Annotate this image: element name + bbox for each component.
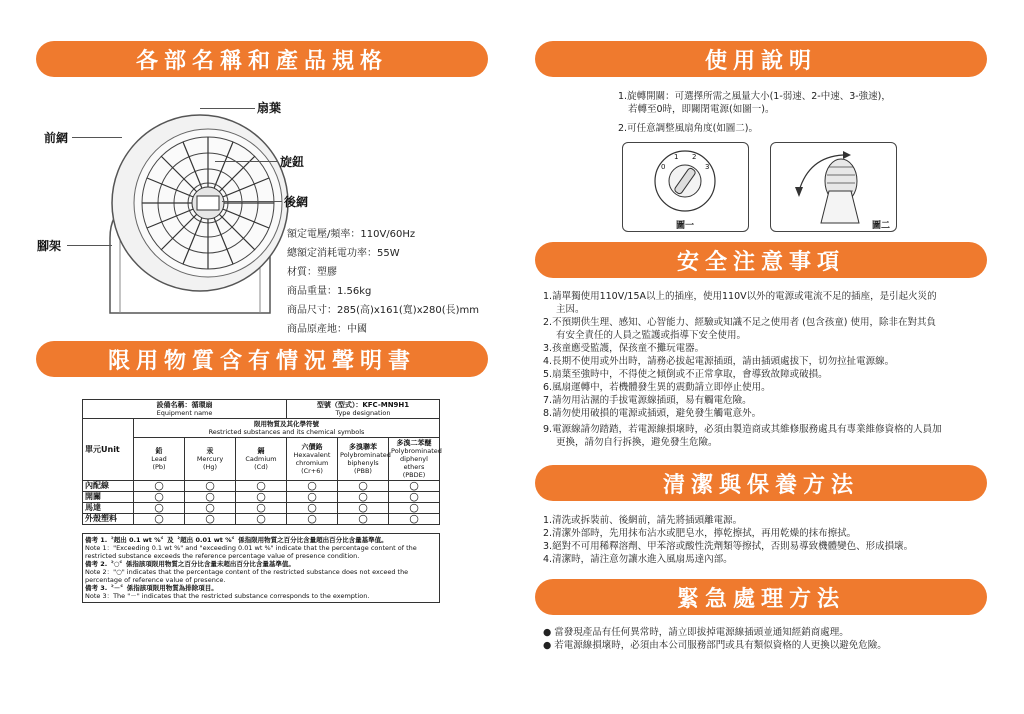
col-lead: 鉛 Lead (Pb)	[134, 438, 185, 481]
usage-line-1: 1.旋轉開關：可選擇所需之風量大小(1-弱速、2-中速、3-強速)，	[618, 91, 891, 102]
dial-2: 2	[692, 153, 697, 161]
clean-line-4: 4.清潔時，請注意勿讓水進入風扇馬達內部。	[543, 554, 733, 565]
leader-knob	[215, 161, 278, 162]
usage-banner: 使用說明	[535, 41, 987, 77]
fan-illustration	[90, 108, 290, 318]
leader-blade	[200, 108, 255, 109]
safety-banner: 安全注意事項	[535, 242, 987, 278]
safety-line-7: 5.扇葉至強時中，不得使之傾倒或不正常拿取，會導致故障或破損。	[543, 369, 828, 380]
label-stand: 腳架	[37, 239, 62, 253]
emergency-banner: 緊急處理方法	[535, 579, 987, 615]
usage-line-2: 若轉至0時，即關閉電源(如圖一)。	[628, 104, 775, 115]
table-row: 開關 ○ ○ ○ ○ ○ ○	[83, 492, 440, 503]
col-hexavalent-chromium: 六價鉻 Hexavalent chromium (Cr+6)	[287, 438, 338, 481]
clean-line-1: 1.清洗或拆裝前、後網前，請先將插頭離電源。	[543, 515, 743, 526]
spec-material: 材質：塑膠	[287, 267, 337, 278]
note-2-zh: 備考 2.〝○〞係指該項限用物質之百分比含量未超出百分比含量基準值。	[85, 560, 295, 568]
leader-front-grill	[72, 137, 122, 138]
emergency-line-1: ● 當發現產品有任何異常時，請立即拔掉電源線插頭並通知經銷商處理。	[543, 627, 849, 638]
col-pbde: 多溴二苯醚 Polybrominated diphenyl ethers (PBDE)	[389, 438, 440, 481]
spec-voltage: 額定電壓/頻率：110V/60Hz	[287, 229, 416, 240]
safety-line-5: 3.孩童應受監護，保孩童不攤玩電器。	[543, 343, 705, 354]
dial-1: 1	[674, 153, 679, 161]
spec-power: 總額定消耗電功率：55W	[287, 248, 400, 259]
type-cell: 型號（型式）：KFC-MN9H1 Type designation	[287, 400, 440, 419]
figure-1-label: 圖一	[676, 221, 695, 231]
dial-0: 0	[661, 163, 666, 171]
table-row: 內配線 ○ ○ ○ ○ ○ ○	[83, 481, 440, 492]
clean-line-3: 3.絕對不可用稀釋溶劑、甲苯溶或酸性洗劑類等擦拭，否則易導致機體變色、形成損壞。	[543, 541, 914, 552]
safety-line-9: 7.請勿用沾濕的手拔電源線插頭，易有觸電危險。	[543, 395, 752, 406]
cleaning-banner: 清潔與保養方法	[535, 465, 987, 501]
restricted-header: 限用物質及其化學符號 Restricted substances and its chemical symbols	[134, 419, 440, 438]
figure-2-label: 圖二	[872, 221, 891, 231]
label-front-grill: 前網	[44, 131, 69, 145]
parts-spec-banner: 各部名稱和產品規格	[36, 41, 488, 77]
safety-line-3: 2.不預期供生理、感知、心智能力、經驗或知識不足之使用者 (包含孩童) 使用，除非在對其負	[543, 317, 937, 328]
restricted-substances-table	[82, 399, 440, 525]
equipment-cell: 設備名稱：循環扇 Equipment name	[83, 400, 287, 419]
clean-line-2: 2.清潔外部時，先用抹布沾水或肥皂水，擰乾擦拭，再用乾燥的抹布擦拭。	[543, 528, 857, 539]
notes-block	[82, 533, 440, 603]
spec-origin: 商品原產地：中國	[287, 324, 367, 335]
safety-line-4: 有安全責任的人員之監護或指導下安全使用。	[556, 330, 747, 341]
safety-line-11: 9.電源線請勿踏踏，若電源線損壞時，必須由製造商或其維修服務處具有專業維修資格的人員加	[543, 424, 942, 435]
safety-line-8: 6.風扇運轉中，若機體發生異的震動請立即停止使用。	[543, 382, 771, 393]
restricted-substances-banner: 限用物質含有情況聲明書	[36, 341, 488, 377]
col-pbb: 多溴聯苯 Polybrominated biphenyls (PBB)	[338, 438, 389, 481]
safety-line-2: 主因。	[556, 304, 585, 315]
label-knob: 旋鈕	[280, 155, 305, 169]
safety-line-10: 8.請勿使用破損的電源或插頭，避免發生觸電意外。	[543, 408, 762, 419]
usage-line-3: 2.可任意調整風扇角度(如圖二)。	[618, 123, 758, 134]
safety-line-6: 4.長期不使用或外出時，請務必拔起電源插頭，請由插頭處拔下，切勿拉扯電源線。	[543, 356, 895, 367]
emergency-line-2: ● 若電源線損壞時，必須由本公司服務部門或具有類似資格的人更換以避免危險。	[543, 640, 887, 651]
label-blade: 扇葉	[257, 101, 282, 115]
label-rear-grill: 後網	[284, 195, 309, 209]
note-1-zh: 備考 1.〝超出 0.1 wt %〞及〝超出 0.01 wt %〞係指限用物質之百分比含量超出百分比含量基準值。	[85, 536, 388, 544]
dial-3: 3	[705, 163, 710, 171]
safety-line-1: 1.請單獨使用110V/15A以上的插座，使用110V以外的電源或電流不足的插座，是引起火災的	[543, 291, 937, 302]
col-mercury: 汞 Mercury (Hg)	[185, 438, 236, 481]
note-3-en: Note 3：The "－" indicates that the restricted substance corresponds to the exemption.	[85, 592, 370, 600]
note-2-en: Note 2："○" indicates that the percentage content of the restricted substance does not exceed the percentage of reference value of presence.	[85, 568, 409, 584]
spec-dimensions: 商品尺寸：285(高)x161(寬)x280(長)mm	[287, 305, 479, 316]
note-3-zh: 備考 3.〝－〞係指該項限用物質為排除項目。	[85, 584, 218, 592]
leader-rear-grill	[222, 201, 282, 202]
table-row: 馬達 ○ ○ ○ ○ ○ ○	[83, 503, 440, 514]
safety-line-12: 更換，請勿自行拆換，避免發生危險。	[556, 437, 718, 448]
note-1-en: Note 1："Exceeding 0.1 wt %" and "exceeding 0.01 wt %" indicate that the percentage content of the restricted substance exceeds the reference percentage value of presence condition.	[85, 544, 417, 560]
unit-header: 單元Unit	[83, 419, 134, 481]
leader-stand	[67, 245, 112, 246]
table-row: 外殼塑料 ○ ○ ○ ○ ○ ○	[83, 514, 440, 525]
spec-weight: 商品重量：1.56kg	[287, 286, 372, 297]
col-cadmium: 鎘 Cadmium (Cd)	[236, 438, 287, 481]
